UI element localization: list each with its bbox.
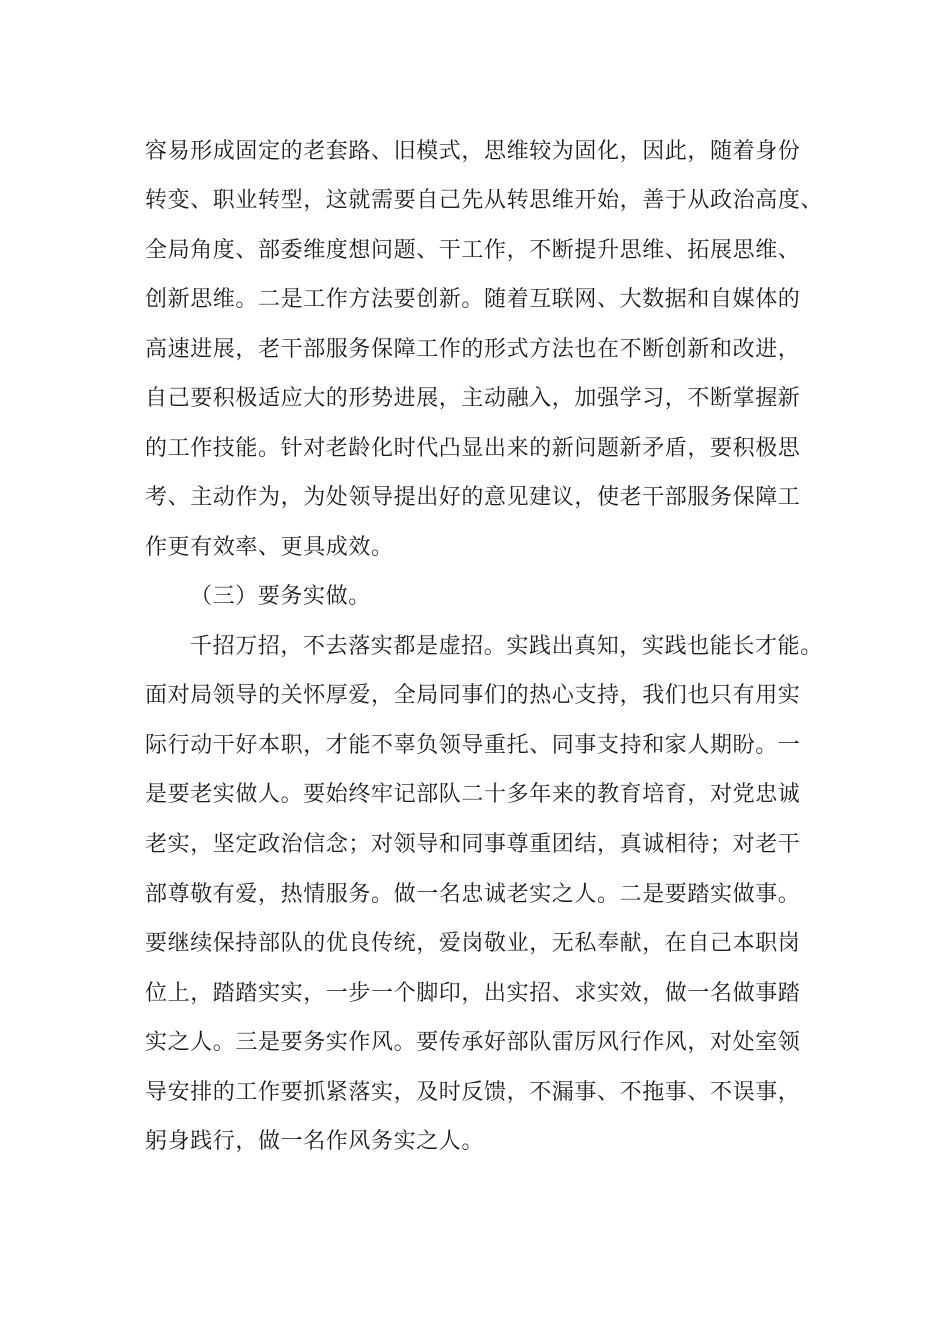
paragraph-line: 高速进展，老干部服务保障工作的形式方法也在不断创新和改进， [145, 337, 801, 362]
paragraph-line: 的工作技能。针对老龄化时代凸显出来的新问题新矛盾，要积极思 [145, 436, 801, 461]
paragraph-line: 自己要积极适应大的形势进展，主动融入，加强学习，不断掌握新 [145, 386, 801, 411]
paragraph-line: 位上，踏踏实实，一步一个脚印，出实招、求实效，做一名做事踏 [145, 981, 801, 1006]
paragraph-line: 导安排的工作要抓紧落实，及时反馈，不漏事、不拖事、不误事， [145, 1080, 801, 1105]
paragraph-line: 要继续保持部队的优良传统，爱岗敬业，无私奉献，在自己本职岗 [145, 931, 801, 956]
paragraph-line: 容易形成固定的老套路、旧模式，思维较为固化，因此，随着身份 [145, 139, 801, 164]
paragraph-line: 转变、职业转型，这就需要自己先从转思维开始，善于从政治高度、 [145, 188, 824, 213]
paragraph-line: 老实，坚定政治信念；对领导和同事尊重团结，真诚相待；对老干 [145, 832, 801, 857]
paragraph-line: 躬身践行，做一名作风务实之人。 [145, 1129, 485, 1154]
paragraph-line: 千招万招，不去落实都是虚招。实践出真知，实践也能长才能。 [190, 634, 823, 659]
paragraph-line: 作更有效率、更具成效。 [145, 535, 394, 560]
paragraph-line: 考、主动作为，为处领导提出好的意见建议，使老干部服务保障工 [145, 485, 801, 510]
paragraph-line: 际行动干好本职，才能不辜负领导重托、同事支持和家人期盼。一 [145, 733, 801, 758]
paragraph-line: 是要老实做人。要始终牢记部队二十多年来的教育培育，对党忠诚 [145, 782, 801, 807]
section-heading: （三）要务实做。 [190, 584, 371, 609]
paragraph-line: 创新思维。二是工作方法要创新。随着互联网、大数据和自媒体的 [145, 287, 801, 312]
paragraph-line: 实之人。三是要务实作风。要传承好部队雷厉风行作风，对处室领 [145, 1030, 801, 1055]
paragraph-line: 全局角度、部委维度想问题、干工作，不断提升思维、拓展思维、 [145, 238, 801, 263]
paragraph-line: 部尊敬有爱，热情服务。做一名忠诚老实之人。二是要踏实做事。 [145, 882, 801, 907]
paragraph-line: 面对局领导的关怀厚爱，全局同事们的热心支持，我们也只有用实 [145, 683, 801, 708]
